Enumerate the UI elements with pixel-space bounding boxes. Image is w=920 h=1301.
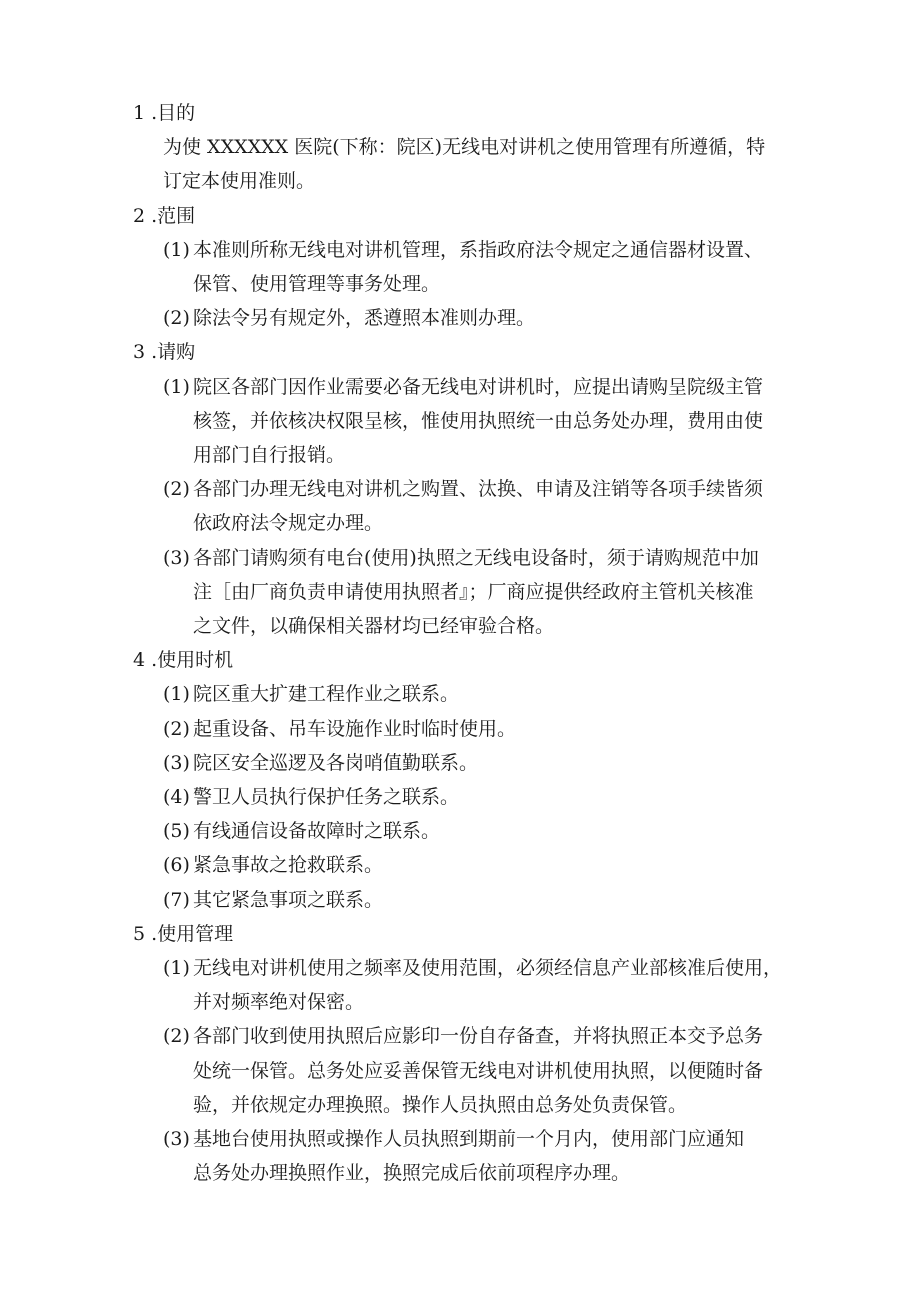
- section-heading: 5 .使用管理: [133, 922, 234, 945]
- item-text-line: 核签，并依核决权限呈核，惟使用执照统一由总务处办理，费用由使: [193, 409, 764, 432]
- paragraph-line: 为使 XXXXXX 医院(下称：院区)无线电对讲机之使用管理有所遵循，特: [163, 136, 766, 159]
- item-text-line: 依政府法令规定办理。: [193, 512, 384, 535]
- item-text-line: 各部门收到使用执照后应影印一份自存备查，并将执照正本交予总务: [193, 1025, 764, 1048]
- item-marker: (1): [163, 683, 190, 706]
- item-marker: (3): [163, 546, 190, 569]
- item-marker: (6): [163, 854, 190, 877]
- item-marker: (7): [163, 888, 190, 911]
- item-text-line: 无线电对讲机使用之频率及使用范围，必须经信息产业部核准后使用，: [193, 957, 783, 979]
- item-text-line: 院区重大扩建工程作业之联系。: [193, 683, 460, 706]
- section-heading: 1 .目的: [133, 102, 196, 124]
- item-marker: (2): [163, 478, 190, 501]
- item-marker: (2): [163, 1025, 190, 1048]
- item-text-line: 验，并依规定办理换照。操作人员执照由总务处负责保管。: [193, 1093, 688, 1116]
- item-marker: (2): [163, 717, 190, 740]
- item-text-line: 有线通信设备故障时之联系。: [193, 820, 441, 843]
- item-text-line: 之文件，以确保相关器材均已经审验合格。: [193, 615, 555, 637]
- item-text-line: 保管、使用管理等事务处理。: [193, 273, 441, 295]
- item-marker: (1): [163, 238, 190, 261]
- item-marker: (2): [163, 307, 190, 330]
- item-marker: (4): [163, 786, 190, 808]
- item-marker: (1): [163, 957, 190, 979]
- paragraph-line: 订定本使用准则。: [163, 170, 316, 193]
- item-text-line: 警卫人员执行保护任务之联系。: [193, 786, 460, 808]
- item-text-line: 用部门自行报销。: [193, 444, 346, 466]
- item-text-line: 除法令另有规定外，悉遵照本准则办理。: [193, 307, 536, 330]
- item-text-line: 基地台使用执照或操作人员执照到期前一个月内，使用部门应通知: [193, 1128, 745, 1150]
- item-text-line: 处统一保管。总务处应妥善保管无线电对讲机使用执照，以便随时备: [193, 1059, 764, 1082]
- section-heading: 3 .请购: [133, 341, 196, 364]
- item-text-line: 并对频率绝对保密。: [193, 991, 365, 1014]
- item-marker: (5): [163, 820, 190, 843]
- item-marker: (3): [163, 1128, 190, 1150]
- section-heading: 2 .范围: [133, 204, 196, 227]
- item-text-line: 起重设备、吊车设施作业时临时使用。: [193, 717, 517, 740]
- item-text-line: 其它紧急事项之联系。: [193, 888, 384, 911]
- item-marker: (3): [163, 751, 190, 774]
- item-text-line: 院区各部门因作业需要必备无线电对讲机时，应提出请购呈院级主管: [193, 375, 764, 398]
- item-marker: (1): [163, 375, 190, 398]
- item-text-line: 总务处办理换照作业，换照完成后依前项程序办理。: [193, 1162, 631, 1185]
- section-heading: 4 .使用时机: [133, 649, 234, 672]
- item-text-line: 注［由厂商负责申请使用执照者』；厂商应提供经政府主管机关核准: [193, 580, 754, 603]
- item-text-line: 各部门请购须有电台(使用)执照之无线电设备时，须于请购规范中加: [193, 546, 759, 569]
- item-text-line: 本准则所称无线电对讲机管理，系指政府法令规定之通信器材设置、: [193, 238, 764, 261]
- item-text-line: 各部门办理无线电对讲机之购置、汰换、申请及注销等各项手续皆须: [193, 478, 764, 501]
- item-text-line: 院区安全巡逻及各岗哨值勤联系。: [193, 751, 479, 774]
- item-text-line: 紧急事故之抢救联系。: [193, 854, 384, 877]
